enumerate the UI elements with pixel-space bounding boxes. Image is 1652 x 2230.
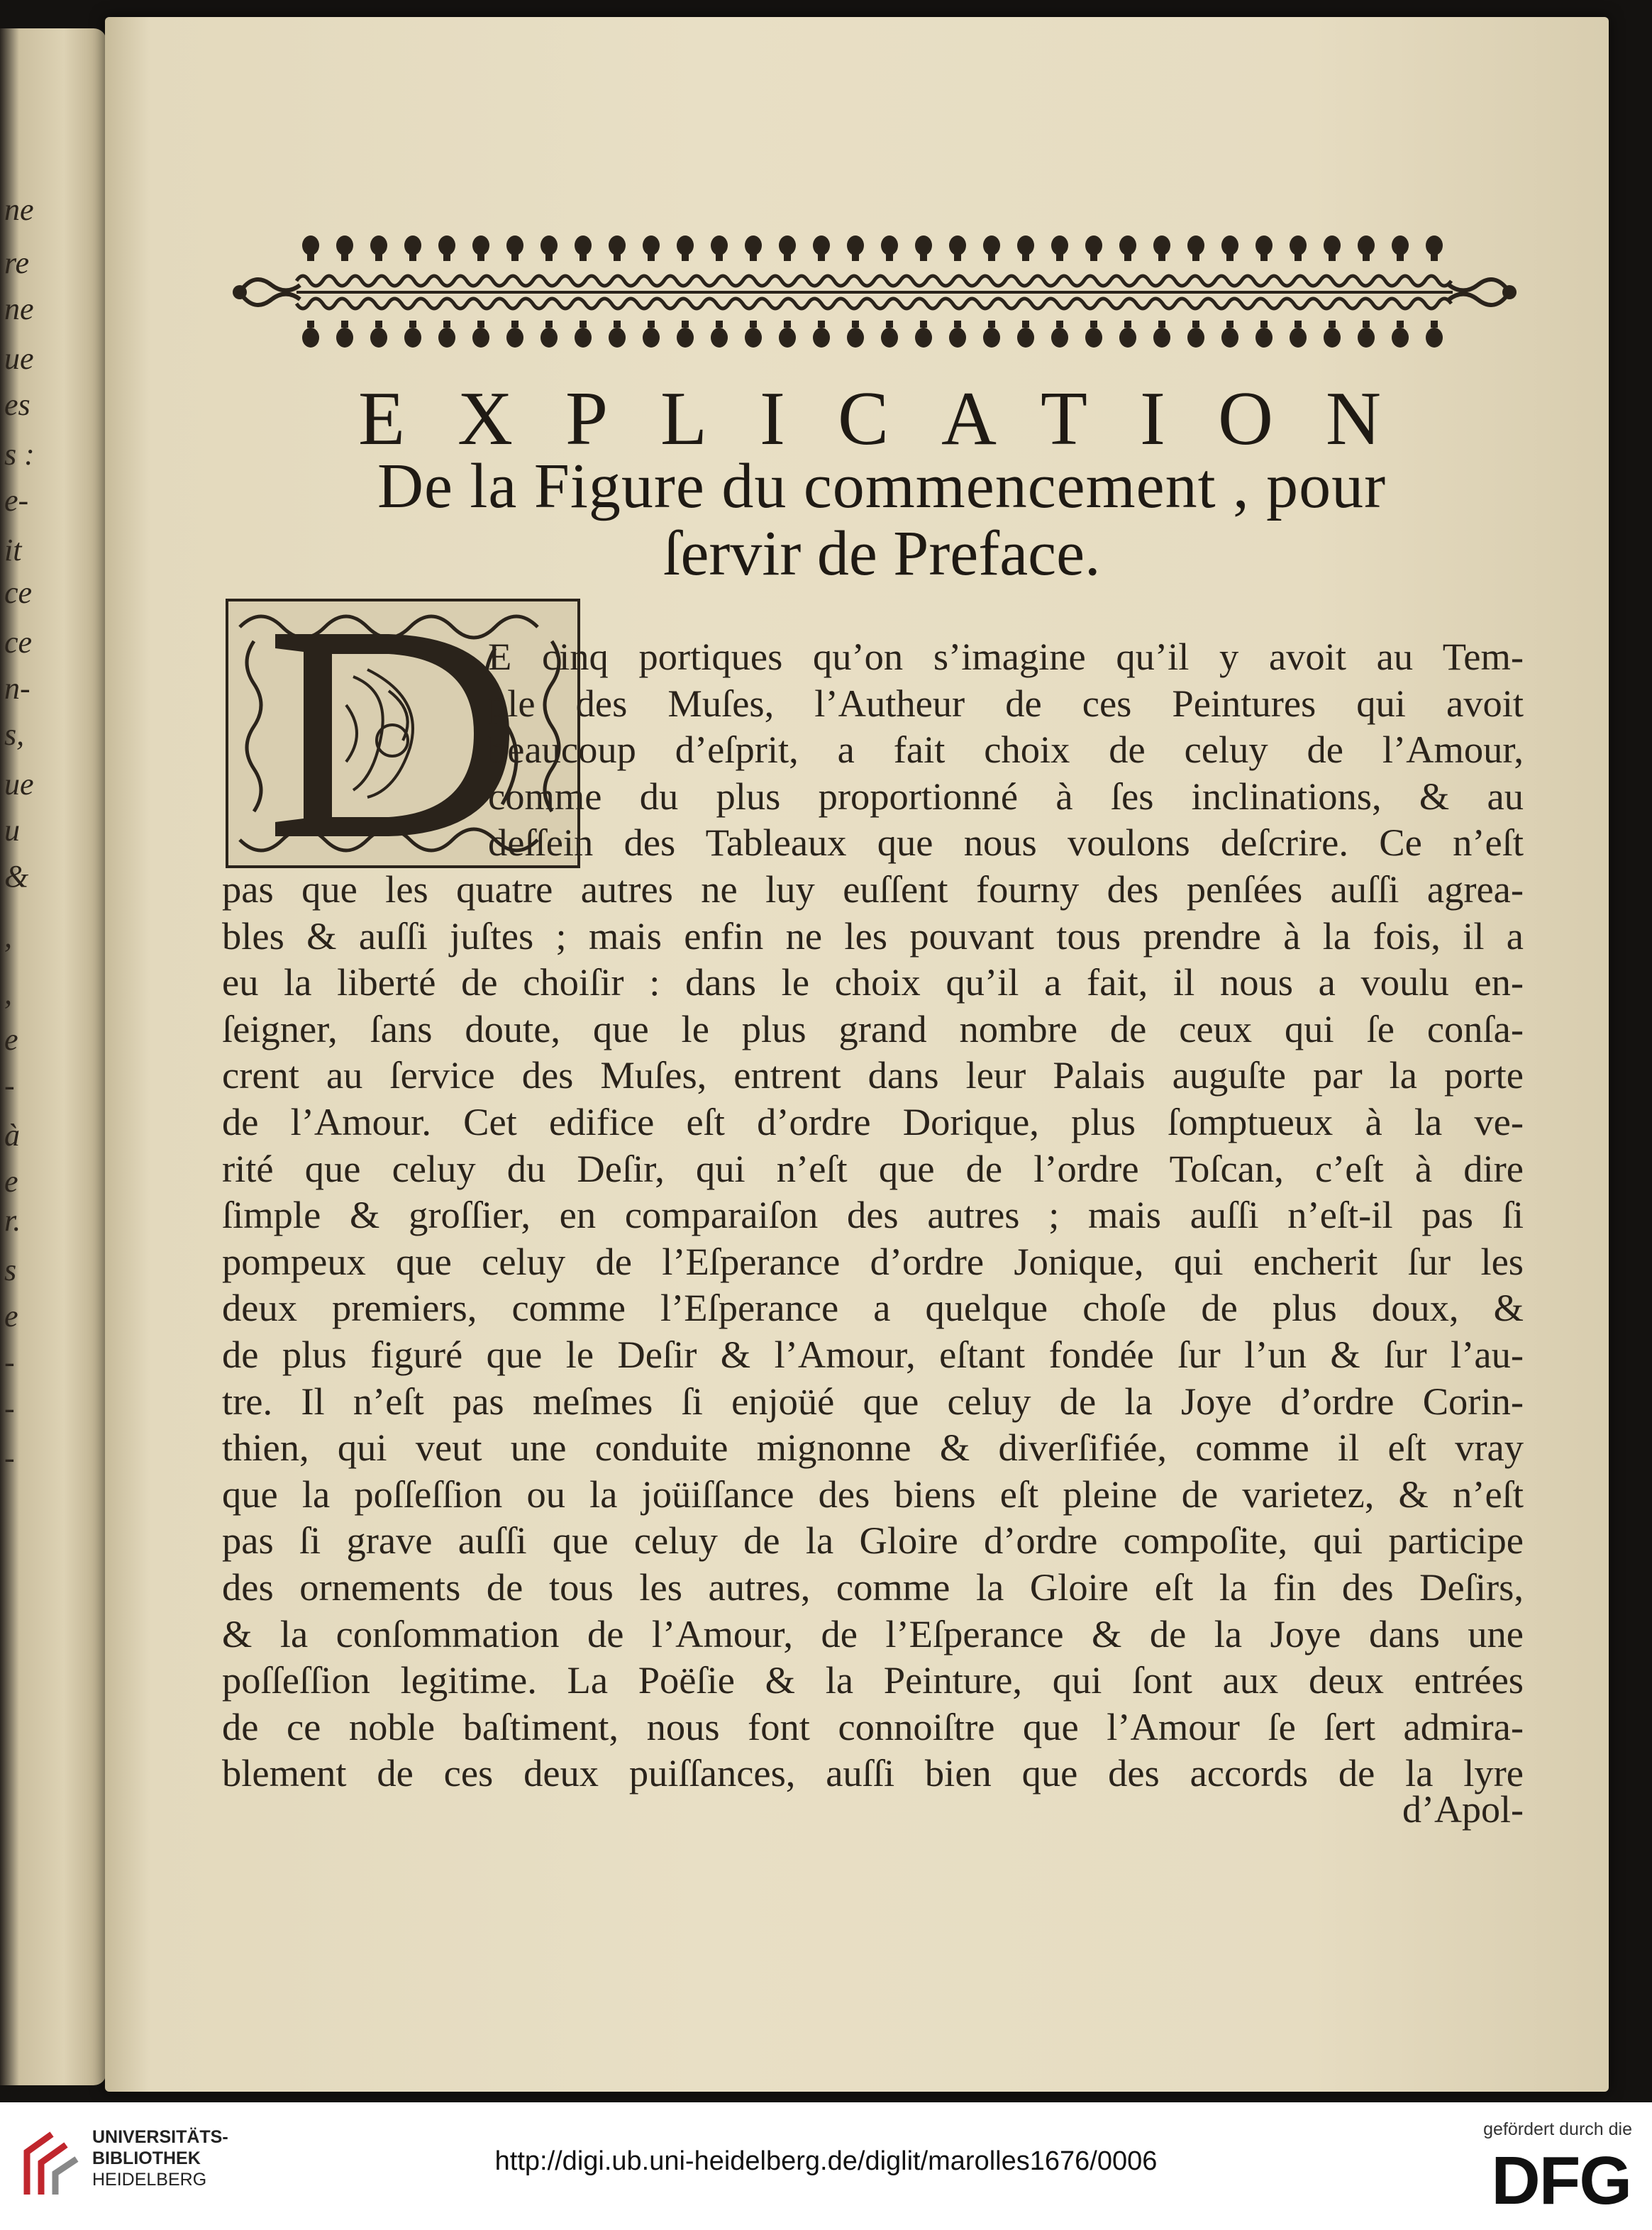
text-line: beaucoup d’eſprit, a fait choix de celuy de l’Amour, [488, 728, 1524, 772]
acorn-top-icon [1290, 235, 1307, 261]
acorn-top-icon [1255, 235, 1273, 261]
acorn-bottom-icon [711, 321, 728, 348]
margin-fragment: , [4, 919, 12, 954]
text-line: pas que les quatre autres ne luy euſſent fourny des penſées auſſi agrea- [222, 867, 1524, 911]
text-line: & la conſommation de l’Amour, de l’Eſperance & de la Joye dans une [222, 1612, 1524, 1655]
acorn-top-icon [506, 235, 523, 261]
acorn-top-icon [949, 235, 966, 261]
text-line: pas ſi grave auſſi que celuy de la Gloire d’ordre compoſite, qui participe [222, 1519, 1524, 1563]
text-line: ſeigner, ſans doute, que le plus grand nombre de ceux qui ſe conſa- [222, 1006, 1524, 1050]
margin-fragment: e [4, 1299, 18, 1333]
margin-fragment: re [4, 245, 30, 280]
acorn-top-icon [1187, 235, 1204, 261]
library-name-line: BIBLIOTHEK [92, 2148, 201, 2168]
acorn-top-icon [540, 235, 558, 261]
acorn-top-icon [1426, 235, 1443, 261]
margin-fragment: n- [4, 671, 31, 706]
margin-fragment: & [4, 859, 29, 894]
margin-fragment: ne [4, 292, 34, 326]
acorn-bottom-icon [983, 321, 1000, 348]
margin-fragment: it [4, 533, 22, 567]
acorn-bottom-icon [1017, 321, 1034, 348]
acorn-bottom-icon [302, 321, 319, 348]
margin-fragment: - [4, 1068, 15, 1103]
acorn-bottom-icon [472, 321, 489, 348]
text-line: de plus figuré que le Deſir & l’Amour, eſtant fondée ſur l’un & ſur l’au- [222, 1333, 1524, 1376]
digitization-footer [0, 2102, 1652, 2230]
margin-fragment: à [4, 1118, 20, 1153]
acorn-bottom-icon [609, 321, 626, 348]
acorn-top-icon [1119, 235, 1136, 261]
text-line: que la poſſeſſion ou la joüiſſance des biens eſt pleine de varietez, & n’eſt [222, 1472, 1524, 1516]
acorn-bottom-icon [1085, 321, 1102, 348]
acorn-top-icon [1085, 235, 1102, 261]
text-line: de ce noble baſtiment, nous font connoiſtre que l’Amour ſe ſert admira- [222, 1704, 1524, 1748]
acorn-top-icon [609, 235, 626, 261]
text-line: thien, qui veut une conduite mignonne & diverſifiée, comme il eſt vray [222, 1426, 1524, 1470]
margin-fragment: , [4, 976, 12, 1011]
acorn-bottom-icon [575, 321, 592, 348]
subtitle-line-2: ſervir de Preface. [663, 518, 1101, 589]
acorn-bottom-icon [643, 321, 660, 348]
margin-fragment: e- [4, 483, 29, 518]
acorn-bottom-icon [881, 321, 898, 348]
acorn-bottom-icon [540, 321, 558, 348]
text-line: bles & auſſi juſtes ; mais enfin ne les pouvant tous prendre à la fois, il a [222, 914, 1524, 958]
acorn-top-icon [813, 235, 830, 261]
acorn-top-icon [370, 235, 387, 261]
acorn-bottom-icon [1051, 321, 1068, 348]
acorn-top-icon [1153, 235, 1170, 261]
margin-fragment: - [4, 1391, 15, 1426]
subtitle-line-1: De la Figure du commencement , pour [377, 451, 1387, 521]
margin-fragment: e [4, 1164, 18, 1199]
text-line: pompeux que celuy de l’Eſperance d’ordre Jonique, qui encherit ſur les [222, 1239, 1524, 1283]
acorn-bottom-icon [370, 321, 387, 348]
acorn-top-icon [472, 235, 489, 261]
acorn-bottom-icon [1119, 321, 1136, 348]
margin-fragment: - [4, 1345, 15, 1380]
library-name-line: UNIVERSITÄTS- [92, 2127, 228, 2147]
acorn-bottom-icon [949, 321, 966, 348]
acorn-bottom-icon [506, 321, 523, 348]
acorn-bottom-icon [1255, 321, 1273, 348]
dfg-logo: DFG [1491, 2143, 1631, 2219]
margin-fragment: ce [4, 625, 33, 660]
acorn-top-icon [881, 235, 898, 261]
margin-fragment: s, [4, 717, 25, 752]
acorn-top-icon [643, 235, 660, 261]
acorn-bottom-icon [1324, 321, 1341, 348]
acorn-top-icon [302, 235, 319, 261]
acorn-top-icon [1392, 235, 1409, 261]
acorn-bottom-icon [1358, 321, 1375, 348]
source-url-link[interactable]: http://digi.ub.uni-heidelberg.de/diglit/marolles1676/0006 [494, 2146, 1158, 2176]
margin-fragment: s : [4, 437, 35, 472]
margin-fragment: s [4, 1253, 17, 1287]
text-line: des ornements de tous les autres, comme la Gloire eſt la fin des Deſirs, [222, 1565, 1524, 1609]
margin-fragment: u [4, 813, 20, 848]
text-line: rité que celuy du Deſir, qui n’eſt que de l’ordre Toſcan, c’eſt à dire [222, 1146, 1524, 1190]
text-line: crent au ſervice des Muſes, entrent dans leur Palais auguſte par la porte [222, 1053, 1524, 1097]
funder-caption: gefördert durch die [1483, 2119, 1632, 2139]
margin-fragment: r. [4, 1203, 21, 1238]
acorn-top-icon [779, 235, 796, 261]
margin-fragment: es [4, 387, 31, 422]
margin-fragment: ue [4, 767, 34, 801]
acorn-top-icon [711, 235, 728, 261]
acorn-top-icon [1358, 235, 1375, 261]
text-line: comme du plus proportionné à ſes inclinations, & au [488, 774, 1524, 818]
acorn-top-icon [1324, 235, 1341, 261]
text-line: de l’Amour. Cet edifice eſt d’ordre Dorique, plus ſomptueux à la ve- [222, 1100, 1524, 1143]
acorn-bottom-icon [847, 321, 864, 348]
acorn-bottom-icon [404, 321, 421, 348]
text-line: ple des Muſes, l’Autheur de ces Peintures qui avoit [488, 681, 1524, 725]
catchword: d’Apol- [1402, 1788, 1524, 1831]
acorn-top-icon [983, 235, 1000, 261]
library-name-line: HEIDELBERG [92, 2170, 207, 2190]
text-line: deſſein des Tableaux que nous voulons deſcrire. Ce n’eſt [488, 821, 1524, 865]
acorn-bottom-icon [1426, 321, 1443, 348]
acorn-top-icon [847, 235, 864, 261]
headpiece-ornament [226, 230, 1524, 357]
previous-page-edge [0, 28, 106, 2085]
scroll-band-icon [233, 276, 1517, 309]
acorn-top-icon [336, 235, 353, 261]
text-line: E cinq portiques qu’on s’imagine qu’il y avoit au Tem- [488, 635, 1524, 678]
acorn-bottom-icon [336, 321, 353, 348]
text-line: blement de ces deux puiſſances, auſſi bien que des accords de la lyre [222, 1751, 1524, 1795]
acorn-bottom-icon [1221, 321, 1238, 348]
acorn-top-icon [1051, 235, 1068, 261]
acorn-top-icon [575, 235, 592, 261]
page-title: EXPLICATION [358, 377, 1434, 461]
acorn-top-icon [404, 235, 421, 261]
acorn-bottom-icon [1290, 321, 1307, 348]
acorn-top-icon [677, 235, 694, 261]
acorn-bottom-icon [677, 321, 694, 348]
text-line: poſſeſſion legitime. La Poëſie & la Peinture, qui ſont aux deux entrées [222, 1658, 1524, 1702]
acorn-top-icon [438, 235, 455, 261]
margin-fragment: ue [4, 341, 34, 376]
margin-fragment: ce [4, 575, 33, 610]
acorn-bottom-icon [438, 321, 455, 348]
acorn-bottom-icon [779, 321, 796, 348]
acorn-bottom-icon [1392, 321, 1409, 348]
text-line: deux premiers, comme l’Eſperance a quelque choſe de plus doux, & [222, 1286, 1524, 1330]
acorn-bottom-icon [1187, 321, 1204, 348]
acorn-bottom-icon [745, 321, 762, 348]
acorn-bottom-icon [1153, 321, 1170, 348]
acorn-bottom-icon [915, 321, 932, 348]
acorn-top-icon [915, 235, 932, 261]
acorn-bottom-icon [813, 321, 830, 348]
margin-fragment: - [4, 1441, 15, 1475]
book-page [105, 17, 1609, 2092]
acorn-top-icon [1221, 235, 1238, 261]
text-line: ſimple & groſſier, en comparaiſon des autres ; mais auſſi n’eſt-il pas ſi [222, 1193, 1524, 1237]
text-line: tre. Il n’eſt pas meſmes ſi enjoüé que celuy de la Joye d’ordre Corin- [222, 1379, 1524, 1423]
acorn-top-icon [745, 235, 762, 261]
margin-fragment: ne [4, 192, 34, 227]
acorn-top-icon [1017, 235, 1034, 261]
text-line: eu la liberté de choiſir : dans le choix qu’il a fait, il nous a voulu en- [222, 960, 1524, 1004]
margin-fragment: e [4, 1022, 18, 1057]
